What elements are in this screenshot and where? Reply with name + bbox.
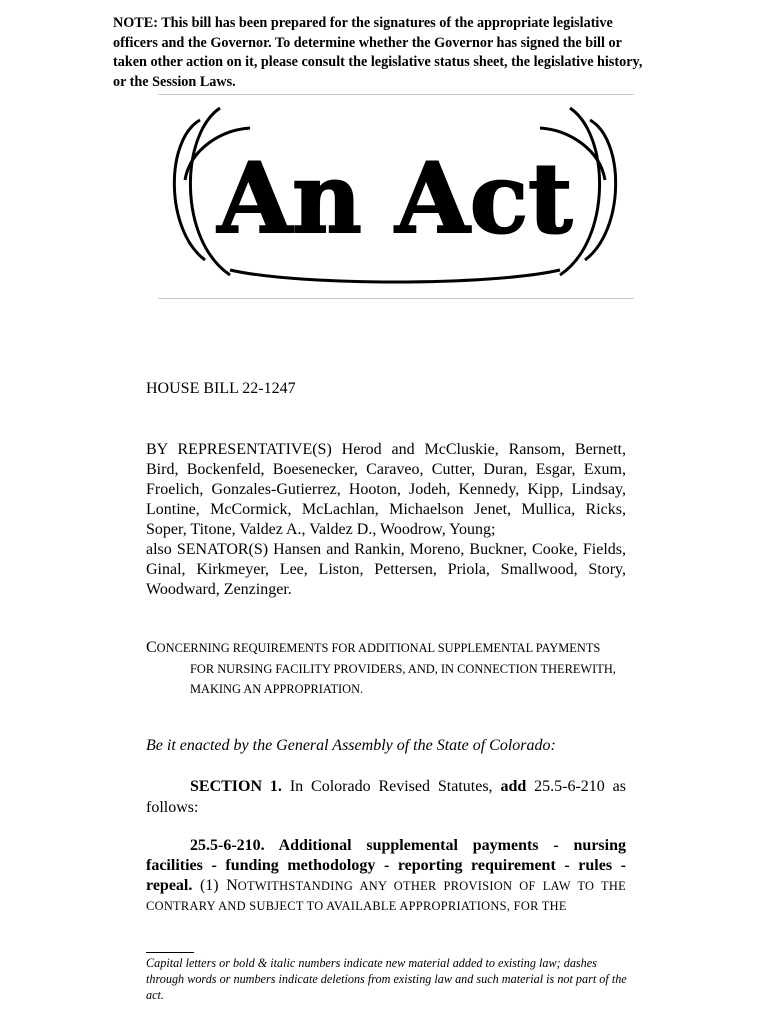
senators-list: also SENATOR(S) Hansen and Rankin, Moreno, Buckner, Cooke, Fields, Ginal, Kirkmeyer, Lee, Liston, Pettersen, Priola, Smallwood, Story, Woodward, Zenzinger. — [146, 541, 626, 598]
bottom-divider — [158, 298, 634, 299]
section-1-label: SECTION 1. — [190, 778, 282, 795]
bill-number: HOUSE BILL 22-1247 — [146, 380, 296, 397]
section-1-text-post: 25.5-6-210 as follows: — [146, 778, 627, 816]
sponsors — [146, 440, 626, 600]
subsection-initial: N — [226, 877, 238, 894]
an-act-lettering: An Act — [217, 142, 573, 255]
an-act-seal — [160, 100, 630, 290]
footnote: Capital letters or bold & italic numbers indicate new material added to existing law; dashes through words or numbers indicate deletions from existing law and such material is not part of the act. — [146, 956, 627, 1002]
footnote-rule — [146, 952, 194, 953]
section-heading: 25.5-6-210. Additional supplemental payments - nursing facilities - funding methodology - reporting requirement - rules - repeal. — [146, 837, 626, 894]
title-line-3: MAKING AN APPROPRIATION. — [190, 682, 364, 696]
section-1-text-pre: In Colorado Revised Statutes, — [289, 778, 493, 795]
top-divider — [158, 94, 634, 95]
title-line-1: ONCERNING REQUIREMENTS FOR ADDITIONAL SUPPLEMENTAL PAYMENTS — [156, 641, 601, 655]
section-1-add: add — [500, 778, 527, 795]
representatives-list: BY REPRESENTATIVE(S) Herod and McCluskie, Ransom, Bernett, Bird, Bockenfeld, Boesenecker, Caraveo, Cutter, Duran, Esgar, Exum, Froelich, Gonzales-Gutierrez, Hooton, Jodeh, Kennedy, Kipp, Lindsay, Lontine, McCormick, McLachlan, Michaelson Jenet, Mullica, Ricks, Soper, Titone, Valdez A., Valdez D., Woodrow, Young; — [146, 441, 626, 538]
section-1 — [146, 776, 626, 818]
section-25-5-6-210 — [146, 836, 626, 916]
enacting-clause: Be it enacted by the General Assembly of the State of Colorado: — [146, 737, 556, 754]
bill-title — [146, 638, 626, 700]
title-line-2: FOR NURSING FACILITY PROVIDERS, AND, IN CONNECTION THEREWITH, — [190, 661, 616, 676]
title-initial: C — [146, 639, 157, 656]
signature-note: NOTE: This bill has been prepared for the signatures of the appropriate legislative officers and the Governor. To determine whether the Governor has signed the bill or taken other action on it, please consult the legislative status sheet, the legislative history, or the Session Laws. — [113, 15, 643, 90]
subsection-number: (1) — [199, 877, 219, 894]
subsection-text-1: OTWITHSTANDING ANY OTHER PROVISION OF LAW TO THE — [237, 879, 627, 893]
subsection-text-2: CONTRARY AND SUBJECT TO AVAILABLE APPROPRIATIONS, FOR THE — [146, 899, 567, 913]
